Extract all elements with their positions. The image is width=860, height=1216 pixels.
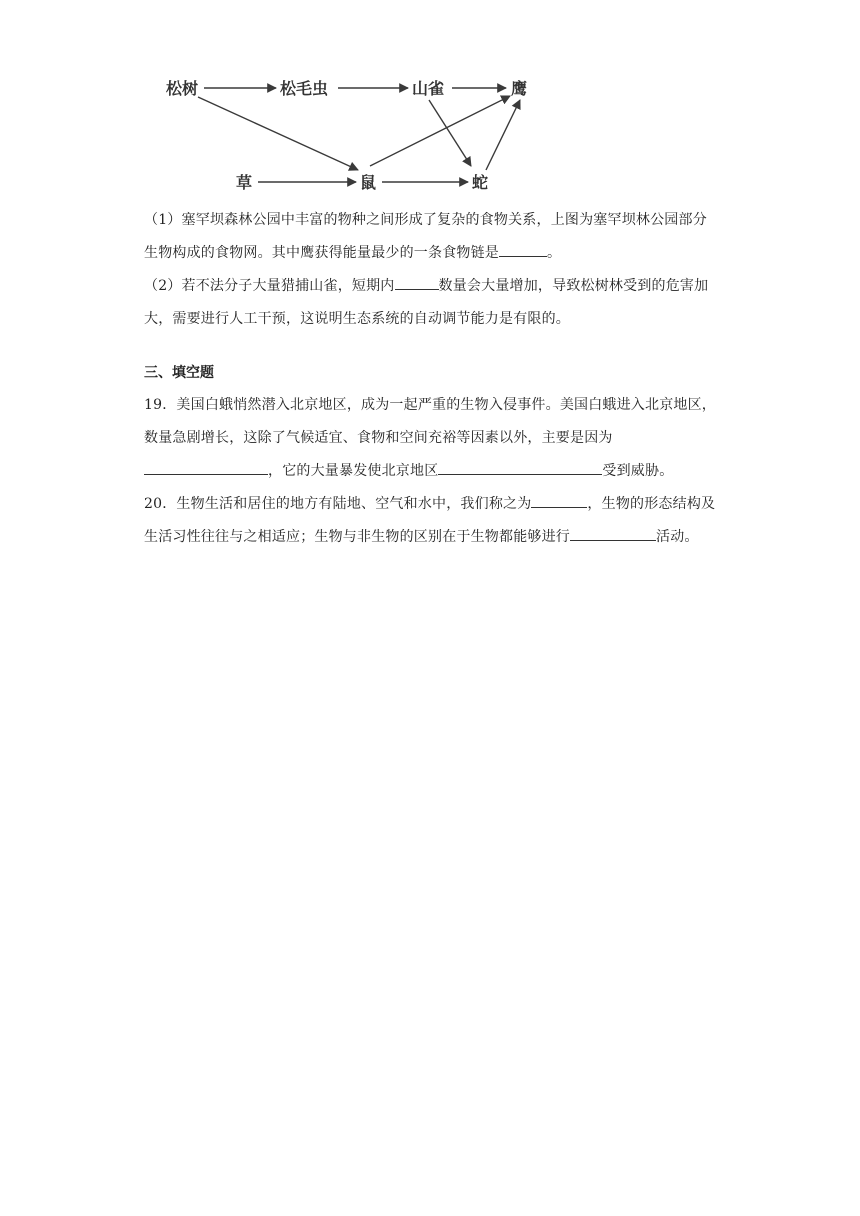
answer-blank[interactable] bbox=[395, 275, 439, 290]
q18-part1-text: （1）塞罕坝森林公园中丰富的物种之间形成了复杂的食物关系，上图为塞罕坝林公园部分生物构成的食物网。其中鹰获得能量最少的一条食物链是 bbox=[144, 212, 707, 261]
node-mouse: 鼠 bbox=[360, 173, 377, 192]
q20 bbox=[144, 488, 718, 554]
q20-text: 20．生物生活和居住的地方有陆地、空气和水中，我们称之为 bbox=[144, 496, 532, 512]
q20-text-middle: ，生物的形态结构及生活习性往往与之相适应；生物与非生物的区别在于生物都能够进行 bbox=[144, 496, 716, 545]
q18-part1 bbox=[144, 204, 718, 270]
node-snake: 蛇 bbox=[472, 173, 489, 192]
q19-text-middle: ，它的大量暴发使北京地区 bbox=[268, 463, 439, 479]
q18-part2-end: 数量会大量增加，导致松树林受到的危害加大，需要进行人工干预，这说明生态系统的自动调节能力是有限的。 bbox=[144, 278, 709, 327]
arrow-pine-mouse bbox=[198, 97, 358, 170]
q19-text: 19．美国白蛾悄然潜入北京地区，成为一起严重的生物入侵事件。美国白蛾进入北京地区，数量急剧增长，这除了气候适宜、食物和空间充裕等因素以外，主要是因为 bbox=[144, 397, 717, 446]
q18-part2 bbox=[144, 270, 718, 336]
q18-part1-end: 。 bbox=[547, 245, 562, 261]
answer-blank[interactable] bbox=[438, 460, 602, 475]
node-eagle: 鹰 bbox=[511, 79, 528, 98]
question-content bbox=[144, 204, 718, 554]
answer-blank[interactable] bbox=[531, 493, 587, 508]
q18-part2-text: （2）若不法分子大量猎捕山雀，短期内 bbox=[144, 278, 395, 294]
answer-blank[interactable] bbox=[570, 526, 656, 541]
arrow-snake-eagle bbox=[486, 100, 520, 170]
section-title: 三、填空题 bbox=[144, 365, 214, 381]
node-grass: 草 bbox=[236, 173, 253, 192]
answer-blank[interactable] bbox=[144, 460, 268, 475]
answer-blank[interactable] bbox=[499, 242, 547, 257]
node-caterpillar: 松毛虫 bbox=[280, 79, 329, 98]
node-sparrow: 山雀 bbox=[412, 79, 445, 98]
q19 bbox=[144, 389, 718, 488]
arrow-mouse-eagle bbox=[370, 96, 510, 166]
food-web-diagram bbox=[150, 66, 550, 196]
q20-text-end: 活动。 bbox=[656, 529, 699, 545]
q19-text-end: 受到威胁。 bbox=[602, 463, 674, 479]
node-pine: 松树 bbox=[166, 79, 199, 98]
